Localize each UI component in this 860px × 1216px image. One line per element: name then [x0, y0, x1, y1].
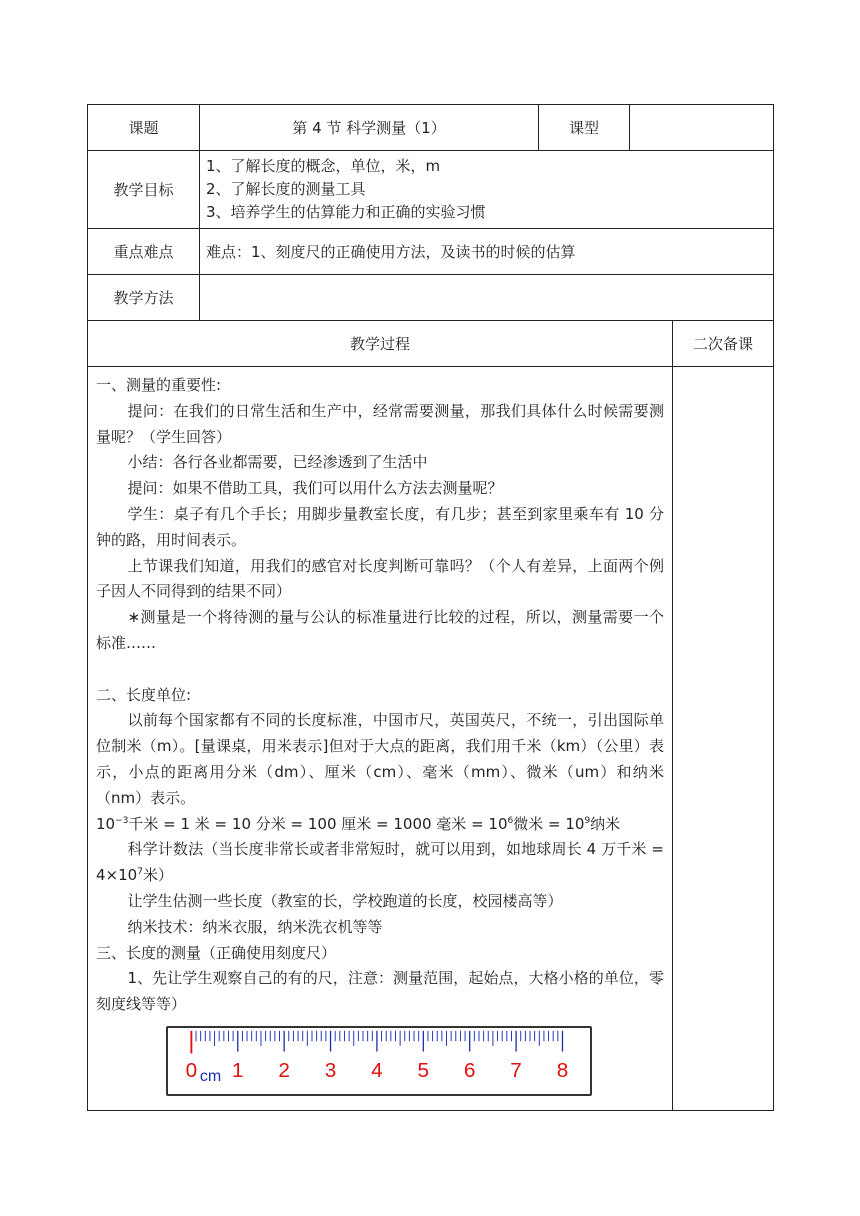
secondary-prep-cell [673, 367, 774, 1111]
paragraph: 科学计数法（当长度非常长或者非常短时，就可以用到，如地球周长 4 万千米 = $4\times 10^7$米） [96, 840, 664, 885]
ruler-label: 4 [371, 1058, 383, 1082]
topic-label: 课题 [88, 105, 200, 151]
paragraph: 学生：桌子有几个手长；用脚步量教室长度，有几步；甚至到家里乘车有 10 分钟的路，用时间表示。 [96, 504, 664, 549]
ruler-label: 0 [185, 1058, 198, 1082]
paragraph: 上节课我们知道，用我们的感官对长度判断可靠吗？（个人有差异，上面两个例子因人不同得到的结果不同） [96, 556, 664, 601]
paragraph: 小结：各行各业都需要，已经渗透到了生活中 [127, 453, 428, 472]
key-points-row [88, 229, 774, 275]
process-body-row [88, 367, 774, 1111]
goal-item: 2、了解长度的测量工具 [206, 180, 366, 198]
section-2-title: 二、长度单位: [96, 685, 192, 704]
paragraph: 纳米技术：纳米衣服，纳米洗衣机等等 [127, 917, 383, 936]
ruler-illustration [166, 1026, 592, 1096]
paragraph: 提问：在我们的日常生活和生产中，经常需要测量，那我们具体什么时候需要测量呢？（学生回答） [96, 401, 664, 446]
goals-row [88, 151, 774, 229]
ruler-unit: cm [199, 1066, 222, 1085]
key-points-label: 重点难点 [88, 229, 200, 275]
topic-row [88, 105, 774, 151]
ruler-label: 2 [278, 1058, 290, 1082]
process-header-row [88, 321, 774, 367]
process-header: 教学过程 [88, 321, 673, 367]
paragraph: 1、先让学生观察自己的有的尺，注意：测量范围，起始点，大格小格的单位，零刻度线等等） [96, 969, 664, 1014]
goal-item: 3、培养学生的估算能力和正确的实验习惯 [206, 203, 486, 221]
ruler-label: 1 [231, 1058, 244, 1082]
goal-item: 1、了解长度的概念，单位，米，m [206, 157, 441, 175]
key-points-value: 难点：1、刻度尺的正确使用方法，及读书的时候的估算 [200, 229, 774, 275]
paragraph: 提问：如果不借助工具，我们可以用什么方法去测量呢？ [127, 479, 503, 498]
goals-label: 教学目标 [88, 151, 200, 229]
ruler-label: 7 [510, 1058, 522, 1082]
section-3-title: 三、长度的测量（正确使用刻度尺） [96, 943, 337, 962]
section-1-title: 一、测量的重要性: [96, 376, 222, 394]
paragraph: ∗测量是一个将待测的量与公认的标准量进行比较的过程，所以，测量需要一个标准…… [96, 608, 664, 652]
type-label: 课型 [539, 105, 630, 151]
ruler-figure [166, 1026, 664, 1096]
type-value [630, 105, 774, 151]
topic-value: 第 4 节 科学测量（1） [200, 105, 539, 151]
unit-equation: $10^{-3}$千米 = 1 米 = 10 分米 = 100 厘米 = 1000 毫米 = $10^6$微米 = $10^9$纳米 [96, 814, 621, 833]
secondary-prep-header: 二次备课 [673, 321, 774, 367]
paragraph: 以前每个国家都有不同的长度标准，中国市尺，英国英尺，不统一，引出国际单位制米（m）。[量课桌，用米表示]但对于大点的距离，我们用千米（km）（公里）表示，小点的距离用分米（dm）、厘米（cm）、毫米（mm）、微米（um）和纳米（nm）表示。 [96, 711, 664, 807]
ruler-label: 6 [463, 1058, 476, 1082]
method-value [200, 275, 774, 321]
ruler-label: 5 [417, 1058, 430, 1082]
ruler-label: 3 [324, 1058, 337, 1082]
lesson-plan-table [87, 104, 774, 1111]
goals-list [200, 151, 774, 229]
ruler-label: 8 [556, 1058, 569, 1082]
method-label: 教学方法 [88, 275, 200, 321]
paragraph: 让学生估测一些长度（教室的长，学校跑道的长度，校园楼高等） [127, 891, 563, 910]
process-content [88, 367, 673, 1111]
blank-line [96, 657, 664, 683]
method-row [88, 275, 774, 321]
